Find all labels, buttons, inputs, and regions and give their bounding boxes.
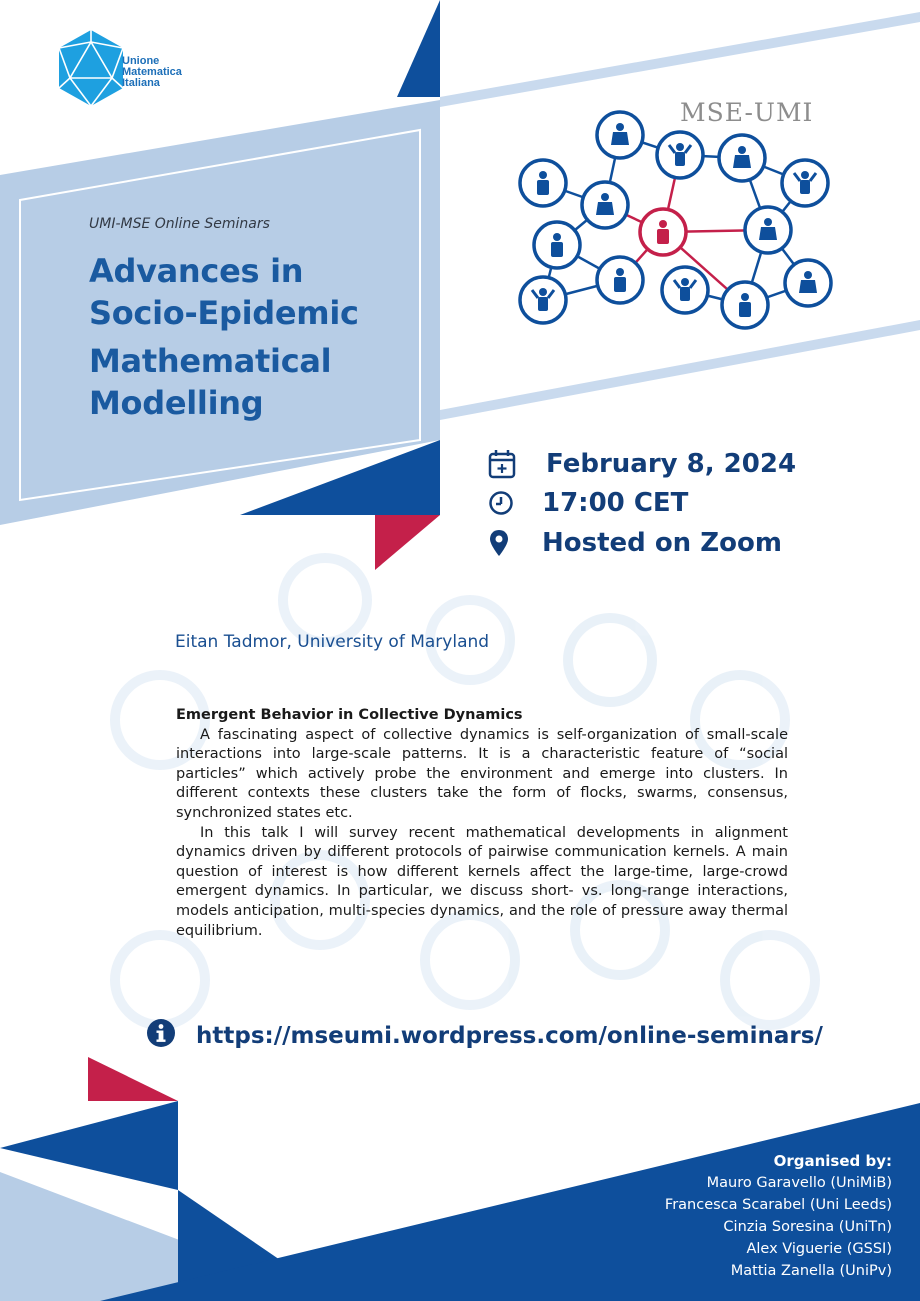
logo-line-2: Matematica: [122, 66, 182, 78]
organisers: [665, 1150, 892, 1282]
logo: [56, 28, 126, 112]
icosahedron-icon: [56, 28, 126, 108]
organiser-name: Alex Viguerie (GSSI): [746, 1241, 892, 1257]
page-title: [89, 250, 359, 424]
info-icon: [146, 1018, 196, 1054]
title-line-3: Mathematical: [89, 342, 332, 380]
title-line-2: Socio-Epidemic: [89, 294, 359, 332]
event-time: 17:00 CET: [542, 488, 689, 518]
clock-icon: [488, 486, 522, 520]
organiser-name: Mattia Zanella (UniPv): [730, 1263, 892, 1279]
title-line-1: Advances in: [89, 252, 304, 290]
logo-line-1: Unione: [122, 55, 160, 67]
organiser-name: Francesca Scarabel (Uni Leeds): [664, 1197, 892, 1213]
event-date: February 8, 2024: [546, 449, 797, 479]
event-date-row: [488, 446, 796, 482]
abstract-paragraph-1: A fascinating aspect of collective dynamics is self-organization of small-scale interactions into large-scale patterns. It is a characteristic feature of “social particles” which actively probe the environment and emerge into clusters. In different contexts these clusters take the form of flocks, swarms, consensus, synchronized states etc.: [176, 726, 788, 821]
map-pin-icon: [488, 526, 522, 560]
calendar-icon: [488, 447, 522, 481]
link-row: [146, 1018, 823, 1054]
title-line-4: Modelling: [89, 384, 264, 422]
event-location-row: [488, 525, 782, 561]
series-name: UMI-MSE Online Seminars: [89, 216, 270, 232]
organisers-title: Organised by:: [773, 1152, 892, 1170]
abstract: [176, 706, 788, 941]
organiser-name: Mauro Garavello (UniMiB): [706, 1175, 892, 1191]
logo-text: [122, 56, 182, 89]
logo-line-3: Italiana: [122, 77, 160, 89]
seminar-link[interactable]: https://mseumi.wordpress.com/online-seminars/: [196, 1023, 823, 1049]
event-time-row: [488, 485, 688, 521]
abstract-title: Emergent Behavior in Collective Dynamics: [176, 707, 523, 723]
event-location: Hosted on Zoom: [542, 528, 782, 558]
mse-umi-label: MSE-UMI: [680, 98, 814, 127]
organiser-name: Cinzia Soresina (UniTn): [723, 1219, 892, 1235]
abstract-paragraph-2: In this talk I will survey recent mathematical developments in alignment dynamics driven by different protocols of pairwise communication kernels. A main question of interest is how different kernels affect the large-time, large-crowd emergent dynamics. In particular, we discuss short- vs. long-range interactions, models anticipation, multi-species dynamics, and the role of pressure away thermal equilibrium.: [176, 824, 788, 939]
network-illustration: [515, 100, 840, 335]
speaker: Eitan Tadmor, University of Maryland: [175, 632, 490, 652]
